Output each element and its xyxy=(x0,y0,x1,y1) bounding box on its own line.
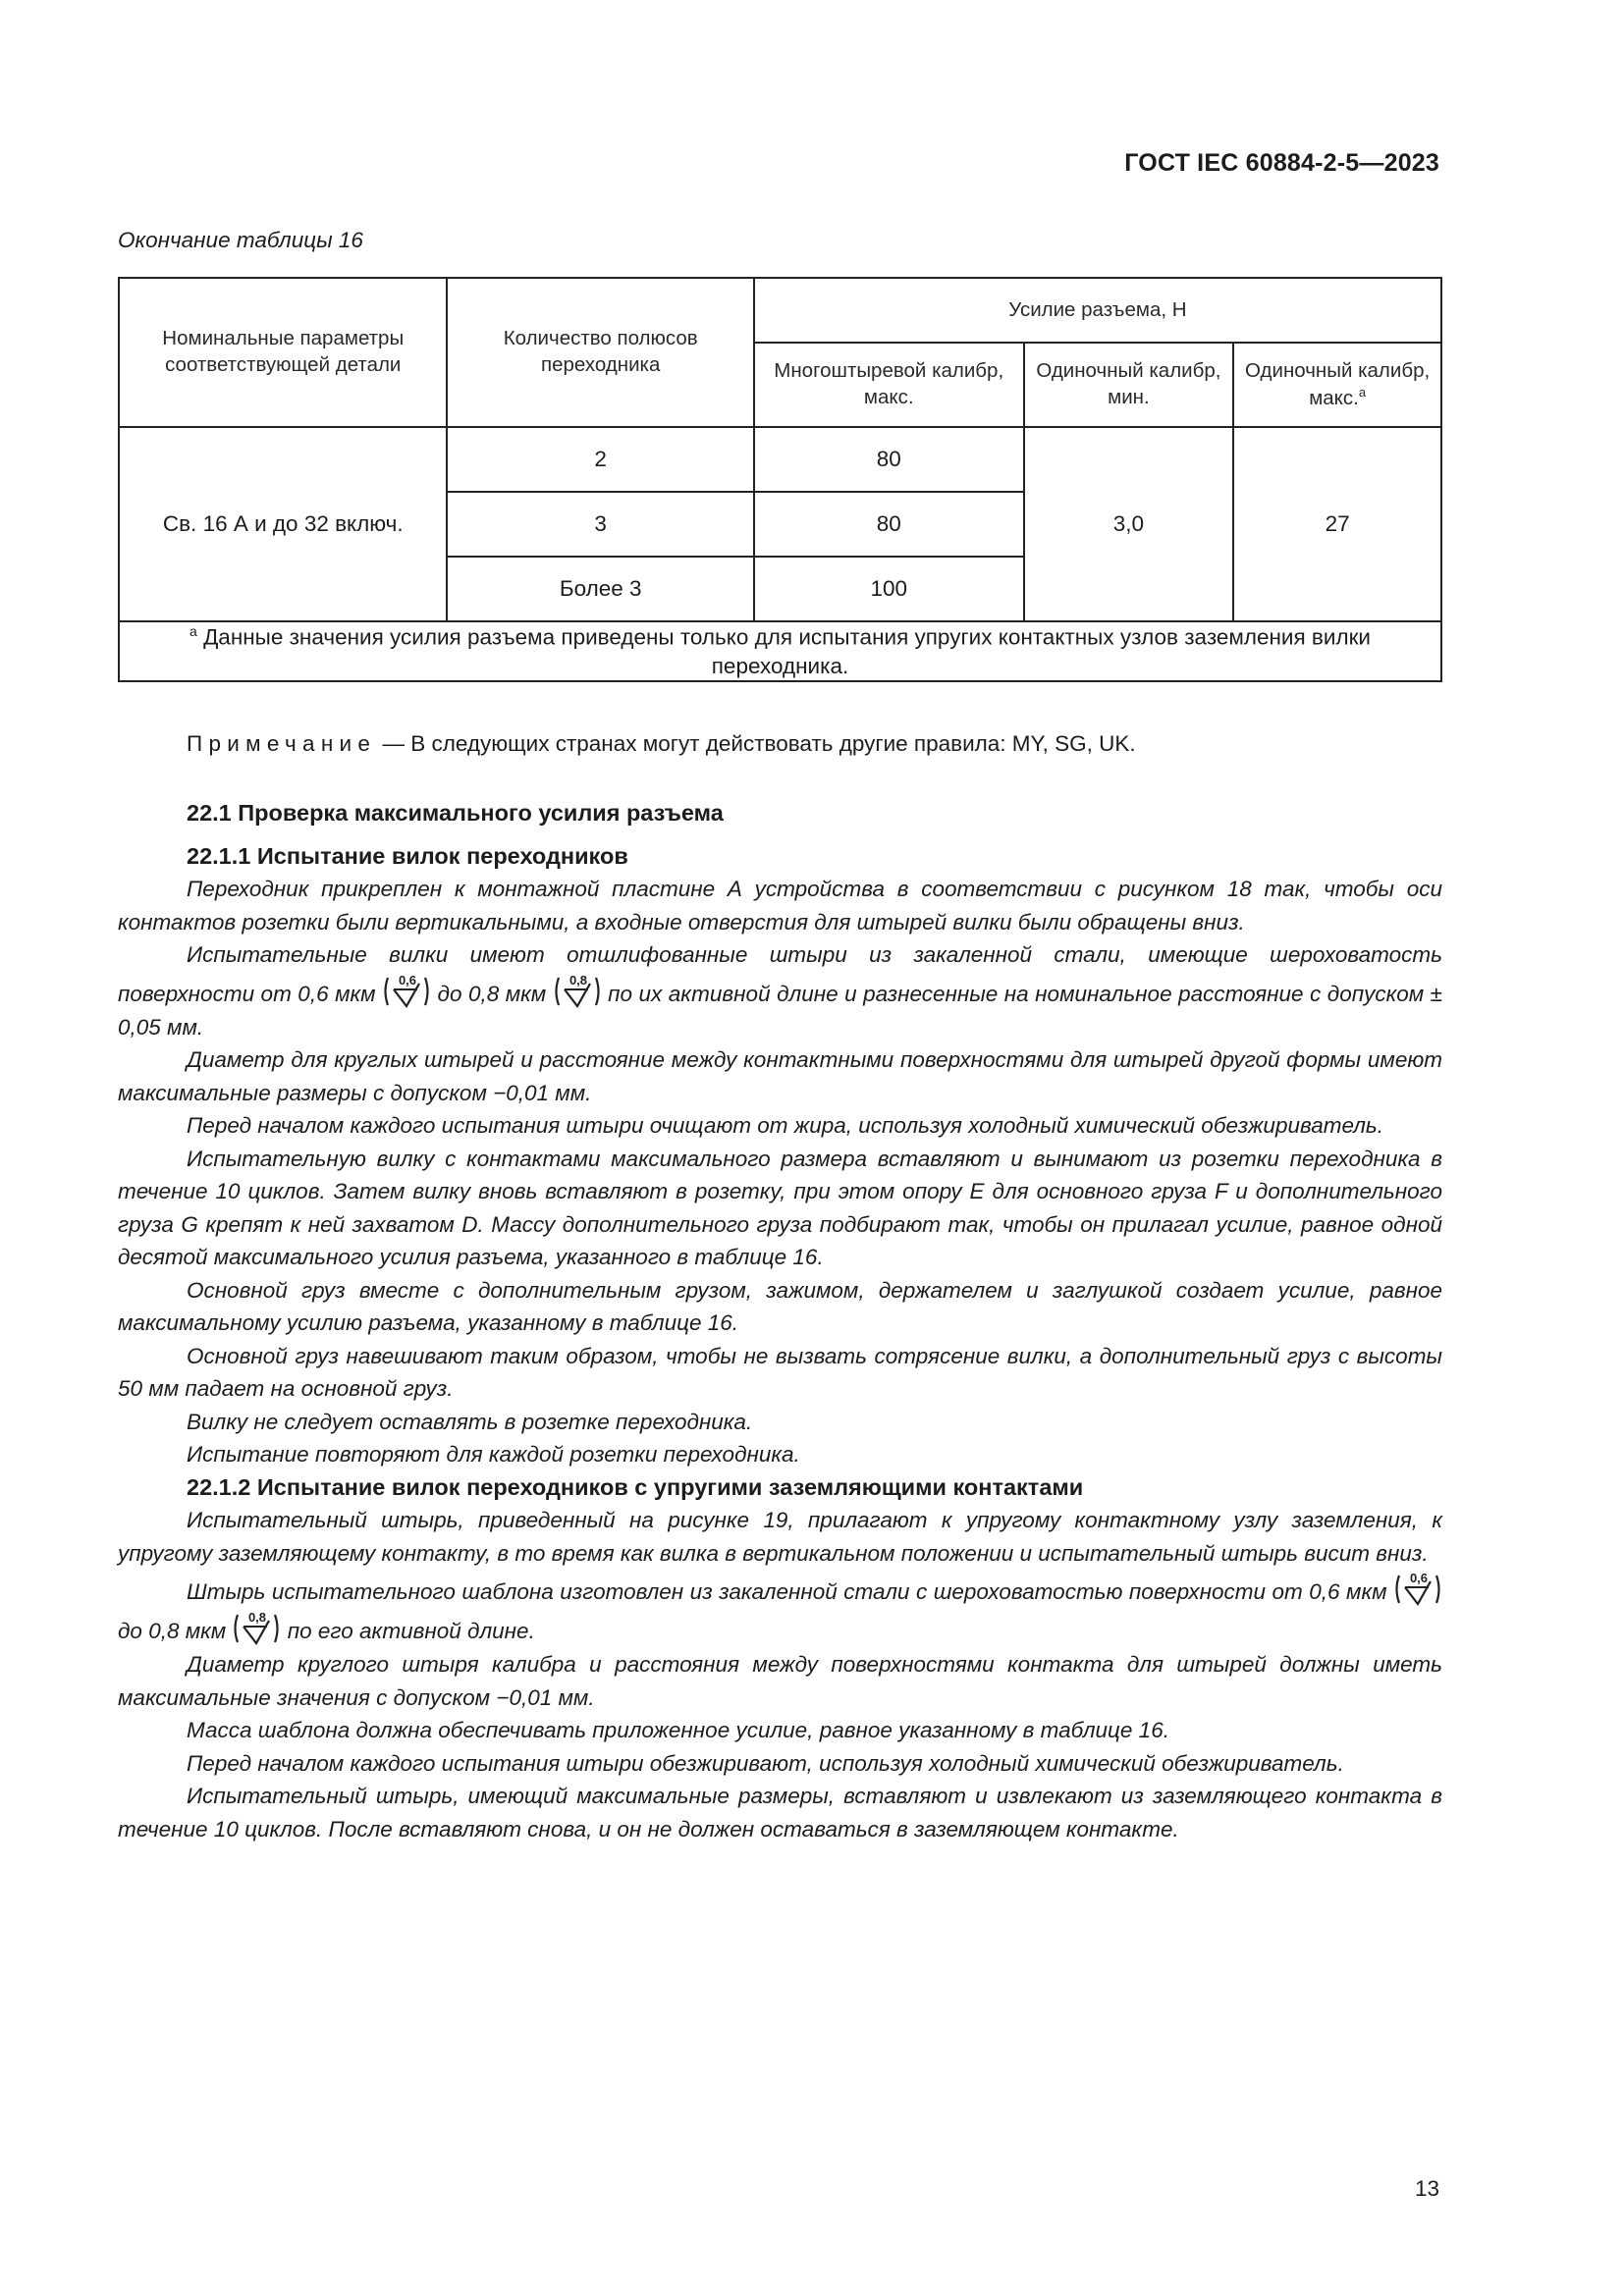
paragraph: Масса шаблона должна обеспечивать приложенное усилие, равное указанному в таблице 16. xyxy=(187,1718,1169,1742)
paragraph: Перед началом каждого испытания штыри обезжиривают, используя холодный химический обезжириватель. xyxy=(187,1750,1344,1776)
table-cell-single-max: 27 xyxy=(1233,427,1441,621)
paragraph-part: до 0,8 мкм xyxy=(118,1619,233,1643)
table-cell-poles: 3 xyxy=(447,492,753,557)
table-cell-single-min: 3,0 xyxy=(1024,427,1234,621)
column-header-force: Усилие разъема, Н xyxy=(754,278,1441,343)
document-id: ГОСТ IEC 60884-2-5—2023 xyxy=(1124,149,1439,177)
paragraph-part: по их активной длине и разнесенные на номинальное расстояние с допуском ± 0,05 мм. xyxy=(118,981,1442,1040)
roughness-value: 0,6 xyxy=(398,972,417,988)
column-header-poles: Количество полюсов переходника xyxy=(447,278,753,427)
paragraph: Испытательный штырь, приведенный на рисунке 19, прилагают к упругому контактному узлу заземления, к упругому заземляющему контакту, в то время как вилка в вертикальном положении и испытательный штырь висит вниз. xyxy=(118,1508,1442,1566)
paragraph: Испытательную вилку с контактами максимального размера вставляют и вынимают из розетки переходника в течение 10 циклов. Затем вилку вновь вставляют в розетку, при этом опору E для основного груза F и дополнительного груза G крепят к ней захватом D. Массу дополнительного груза подбирают так, чтобы он прилагал усилие, равное одной десятой максимального усилия разъема, указанного в таблице 16. xyxy=(118,1146,1442,1269)
paragraph: Вилку не следует оставлять в розетке переходника. xyxy=(187,1409,753,1434)
paragraph-part: Испытательные вилки имеют отшлифованные штыри из закаленной стали, имеющие шероховатость поверхности от 0,6 мкм xyxy=(118,942,1442,1006)
note-text: — В следующих странах могут действовать другие правила: MY, SG, UK. xyxy=(376,731,1136,756)
subsection-heading: 22.1.1 Испытание вилок переходников xyxy=(187,842,628,869)
page-number: 13 xyxy=(1414,2176,1439,2201)
table-cell-poles: Более 3 xyxy=(447,557,753,621)
paragraph: Испытательный штырь, имеющий максимальные размеры, вставляют и извлекают из заземляющего контакта в течение 10 циклов. После вставляют снова, и он не должен оставаться в заземляющем контакте. xyxy=(118,1784,1442,1842)
section-heading: 22.1 Проверка максимального усилия разъема xyxy=(187,800,724,826)
single-max-label: Одиночный калибр, макс. xyxy=(1245,358,1431,409)
paragraph: Переходник прикреплен к монтажной пластине А устройства в соответствии с рисунком 18 так, чтобы оси контактов розетки были вертикальными, а входные отверстия для штырей вилки были обращены вниз. xyxy=(118,877,1442,934)
table-caption: Окончание таблицы 16 xyxy=(118,228,363,252)
note-label: Примечание xyxy=(187,731,377,756)
roughness-symbol-icon xyxy=(382,972,431,1011)
paragraph: Диаметр круглого штыря калибра и расстояния между поверхностями контакта для штырей должны иметь максимальные значения с допуском −0,01 мм. xyxy=(118,1652,1442,1710)
table-footnote xyxy=(119,621,1441,681)
roughness-symbol-icon xyxy=(1393,1570,1442,1609)
roughness-value: 0,8 xyxy=(248,1610,267,1625)
row-label: Св. 16 А и до 32 включ. xyxy=(119,427,447,621)
paragraph xyxy=(118,938,1442,1043)
table-note xyxy=(187,731,1136,757)
roughness-value: 0,8 xyxy=(568,972,587,988)
roughness-value: 0,6 xyxy=(1409,1571,1429,1585)
paragraph-part: Штырь испытательного шаблона изготовлен из закаленной стали с шероховатостью поверхности от 0,6 мкм xyxy=(187,1579,1393,1604)
subsection-heading: 22.1.2 Испытание вилок переходников с упругими заземляющими контактами xyxy=(187,1473,1084,1500)
roughness-symbol-icon xyxy=(232,1609,281,1648)
table-cell-multi: 80 xyxy=(754,492,1024,557)
paragraph: Перед началом каждого испытания штыри очищают от жира, используя холодный химический обезжириватель. xyxy=(187,1113,1384,1138)
roughness-symbol-icon xyxy=(553,972,602,1011)
paragraph-part: до 0,8 мкм xyxy=(431,981,553,1006)
paragraph xyxy=(118,1570,1442,1648)
table-cell-multi: 100 xyxy=(754,557,1024,621)
footnote-mark: a xyxy=(189,623,197,639)
table-16 xyxy=(118,277,1442,682)
footnote-marker: a xyxy=(1358,384,1367,400)
table-cell-poles: 2 xyxy=(447,427,753,492)
paragraph: Испытание повторяют для каждой розетки переходника. xyxy=(187,1442,800,1467)
column-header-multi-pin: Многоштыревой калибр, макс. xyxy=(754,343,1024,427)
paragraph: Диаметр для круглых штырей и расстояние между контактными поверхностями для штырей другой формы имеют максимальные размеры с допуском −0,01 мм. xyxy=(118,1047,1442,1105)
paragraph: Основной груз навешивают таким образом, чтобы не вызвать сотрясение вилки, а дополнительный груз с высоты 50 мм падает на основной груз. xyxy=(118,1343,1442,1401)
column-header-nominal: Номинальные параметры соответствующей детали xyxy=(119,278,447,427)
column-header-single-min: Одиночный калибр, мин. xyxy=(1024,343,1234,427)
paragraph-part: по его активной длине. xyxy=(281,1619,535,1643)
footnote-text: Данные значения усилия разъема приведены только для испытания упругих контактных узлов заземления вилки переходника. xyxy=(203,624,1371,678)
table-cell-multi: 80 xyxy=(754,427,1024,492)
column-header-single-max xyxy=(1233,343,1441,427)
main-text xyxy=(118,797,1442,1845)
paragraph: Основной груз вместе с дополнительным грузом, зажимом, держателем и заглушкой создает усилие, равное максимальному усилию разъема, указанному в таблице 16. xyxy=(118,1277,1442,1335)
